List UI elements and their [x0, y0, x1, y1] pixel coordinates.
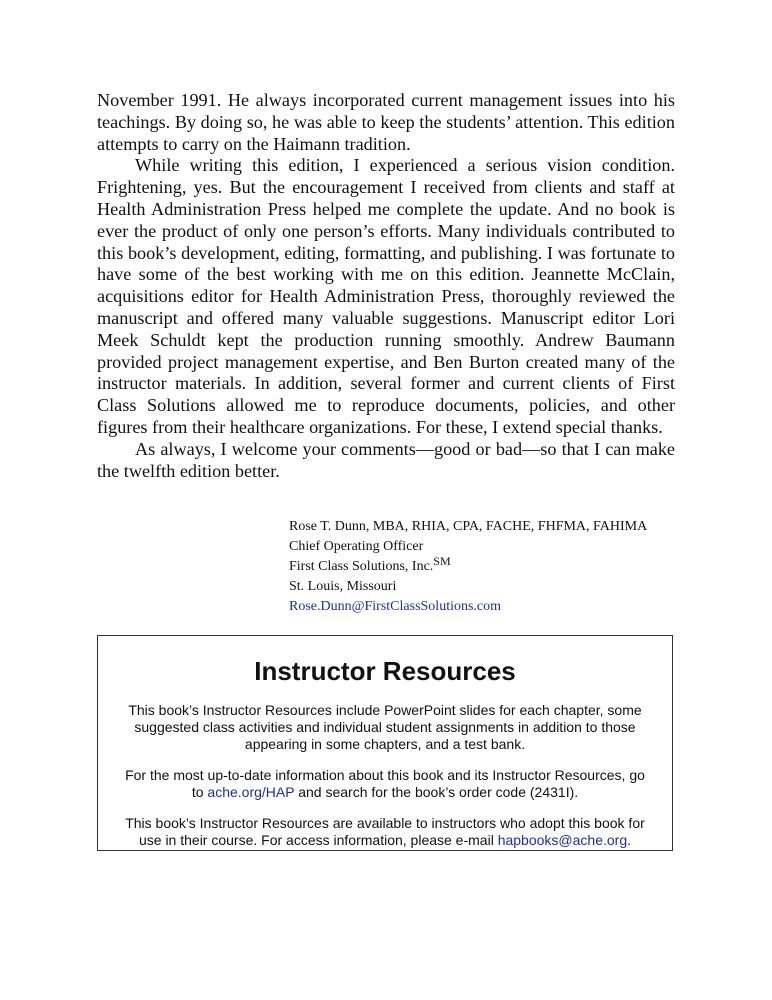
paragraph-2: While writing this edition, I experienced a serious vision condition. Frightening, yes. But the encouragement I received from clients and staff at Health Administration Press helped me complete the update. And no book is ever the product of only one person’s efforts. Many individuals contributed to this book’s development, editing, formatting, and publishing. I was fortunate to have some of the best working with me on this edition. Jeannette McClain, acquisitions editor for Health Administration Press, thoroughly reviewed the manuscript and offered many valuable suggestions. Manuscript editor Lori Meek Schuldt kept the production running smoothly. Andrew Baumann provided project management expertise, and Ben Burton created many of the instructor materials. In addition, several former and current clients of First Class Solutions allowed me to reproduce documents, policies, and other figures from their healthcare organizations. For these, I extend special thanks.	[97, 155, 675, 437]
resources-p2-text-after: and search for the book’s order code (2431I).	[294, 784, 579, 800]
resources-paragraph-1: This book’s Instructor Resources include PowerPoint slides for each chapter, some suggested class activities and individual student assignments in addition to those appearing in some chapters, and a test bank.	[128, 702, 642, 752]
author-company: First Class Solutions, Inc.	[289, 559, 434, 574]
signature-block	[289, 517, 647, 617]
author-name: Rose T. Dunn, MBA, RHIA, CPA, FACHE, FHFMA, FAHIMA	[289, 519, 648, 534]
resources-p3-text-after: .	[627, 832, 632, 848]
body-text	[97, 90, 675, 482]
resources-title: Instructor Resources	[254, 656, 516, 686]
author-role: Chief Operating Officer	[289, 539, 424, 554]
author-location: St. Louis, Missouri	[289, 579, 397, 594]
author-company-line	[289, 554, 647, 577]
resources-paragraph-3	[118, 815, 652, 849]
resources-p3-text-before: This book’s Instructor Resources are available to instructors who adopt this book for use in their course. For access information, please e-mail	[125, 815, 645, 848]
paragraph-1: November 1991. He always incorporated current management issues into his teachings. By doing so, he was able to keep the students’ attention. This edition attempts to carry on the Haimann tradition.	[97, 90, 675, 154]
resources-paragraph-2	[118, 767, 652, 801]
author-email-link[interactable]: Rose.Dunn@FirstClassSolutions.com	[289, 599, 502, 614]
paragraph-3: As always, I welcome your comments—good or bad—so that I can make the twelfth edition better.	[97, 438, 675, 481]
resources-p2-text-before: For the most up-to-date information about this book and its Instructor Resources, go to	[125, 767, 645, 800]
ache-hap-link[interactable]: ache.org/HAP	[207, 784, 295, 800]
instructor-resources-box	[97, 635, 673, 851]
hapbooks-email-link[interactable]: hapbooks@ache.org	[497, 832, 628, 848]
service-mark: SM	[433, 554, 451, 568]
